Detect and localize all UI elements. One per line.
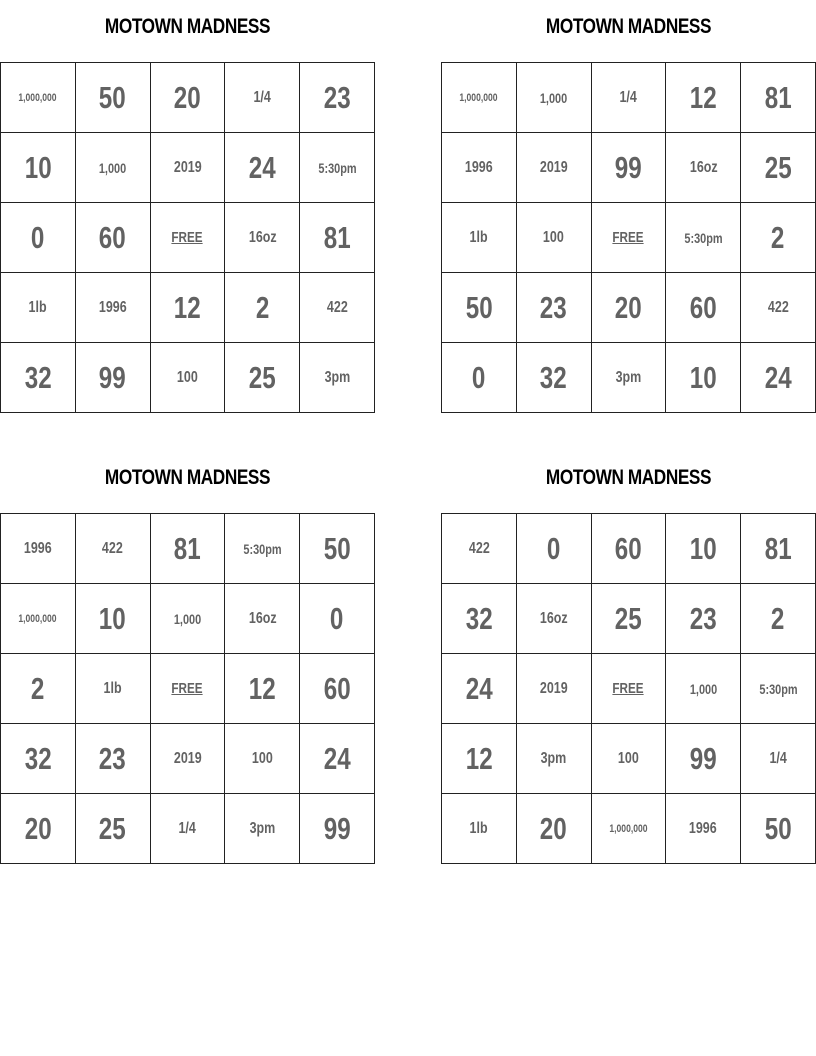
bingo-cell-value: 422	[767, 298, 789, 316]
bingo-cell-value: FREE	[171, 680, 204, 697]
bingo-cell-value: 20	[540, 810, 568, 846]
bingo-cell	[666, 133, 741, 203]
bingo-cell-value: 20	[174, 79, 201, 115]
bingo-cell	[442, 794, 517, 864]
bingo-cell	[517, 203, 592, 273]
bingo-cell-value: 2	[771, 600, 785, 636]
bingo-cell	[592, 133, 667, 203]
bingo-cell	[666, 514, 741, 584]
bingo-cell	[741, 203, 816, 273]
bingo-cell-value: 2	[31, 670, 45, 706]
bingo-cell	[517, 273, 592, 343]
bingo-cell-value: 2	[255, 289, 270, 325]
bingo-cell-value: 16oz	[248, 228, 277, 246]
bingo-cell-value: 10	[24, 149, 52, 185]
bingo-cell-value: 50	[465, 289, 493, 325]
bingo-cell	[1, 724, 76, 794]
bingo-cell	[151, 514, 226, 584]
bingo-cell	[151, 133, 226, 203]
bingo-cell-value: 81	[764, 79, 792, 115]
bingo-cell-value: 16oz	[248, 609, 277, 627]
bingo-cell	[225, 203, 300, 273]
bingo-cell-value: 5:30pm	[243, 540, 282, 557]
card-title: MOTOWN MADNESS	[545, 466, 712, 489]
bingo-cell-value: 3pm	[615, 368, 642, 386]
bingo-cell	[666, 343, 741, 413]
bingo-cell	[1, 584, 76, 654]
bingo-cell-value: 25	[764, 149, 792, 185]
bingo-cell	[741, 273, 816, 343]
bingo-cell	[442, 203, 517, 273]
bingo-cell	[225, 273, 300, 343]
bingo-cell	[592, 584, 667, 654]
bingo-cell	[151, 584, 226, 654]
bingo-cell	[1, 203, 76, 273]
bingo-cell	[517, 343, 592, 413]
bingo-cell-value: 2019	[539, 158, 568, 176]
bingo-cell	[442, 724, 517, 794]
bingo-cell-value: 32	[540, 359, 568, 395]
bingo-cell-value: 99	[615, 149, 642, 185]
bingo-cell-value: 99	[689, 740, 717, 776]
bingo-cell-value: 1/4	[769, 749, 787, 767]
bingo-cell	[1, 343, 76, 413]
bingo-cell-value: 32	[465, 600, 493, 636]
bingo-cell-value: 1,000,000	[18, 91, 57, 104]
bingo-cell-value: 1996	[24, 539, 52, 557]
bingo-cell-value: 50	[323, 530, 351, 566]
bingo-cell-value: 1996	[689, 819, 718, 837]
bingo-cell	[151, 794, 226, 864]
bingo-cell-value: 32	[24, 740, 52, 776]
bingo-cell	[517, 584, 592, 654]
bingo-cell-value: 1/4	[619, 88, 638, 106]
bingo-cell	[151, 724, 226, 794]
bingo-cell-value: 60	[323, 670, 351, 706]
card-title: MOTOWN MADNESS	[104, 466, 271, 489]
bingo-cell-value: 60	[99, 219, 127, 255]
bingo-cell	[151, 63, 226, 133]
bingo-cell-value: 1,000,000	[609, 822, 648, 835]
bingo-cell	[225, 794, 300, 864]
bingo-cell	[76, 343, 151, 413]
bingo-cell-value: 50	[764, 810, 792, 846]
bingo-cell-value: 25	[615, 600, 642, 636]
bingo-cell	[76, 584, 151, 654]
bingo-cell-value: 5:30pm	[758, 680, 798, 697]
bingo-cell-value: 1,000,000	[459, 91, 498, 104]
bingo-cell-value: 12	[174, 289, 201, 325]
bingo-cell-value: 1,000	[689, 680, 717, 697]
bingo-cell	[1, 133, 76, 203]
bingo-cell-value: 3pm	[324, 368, 350, 386]
bingo-cell	[300, 724, 375, 794]
bingo-cell	[517, 654, 592, 724]
bingo-cell	[76, 654, 151, 724]
bingo-cell	[76, 794, 151, 864]
bingo-cell	[517, 514, 592, 584]
bingo-cell	[592, 203, 667, 273]
bingo-grid	[0, 62, 375, 413]
bingo-cell	[592, 724, 667, 794]
bingo-cell	[1, 514, 76, 584]
bingo-cell-value: 2	[771, 219, 785, 255]
bingo-cell	[300, 654, 375, 724]
bingo-cell	[1, 63, 76, 133]
bingo-cell-value: 1/4	[178, 819, 197, 837]
bingo-cell	[442, 63, 517, 133]
bingo-cell	[76, 724, 151, 794]
bingo-cell	[300, 133, 375, 203]
bingo-cell-value: 2019	[173, 158, 202, 176]
bingo-cell	[442, 273, 517, 343]
bingo-cell	[741, 654, 816, 724]
bingo-cell-value: 16oz	[689, 158, 718, 176]
bingo-cell-value: 1,000,000	[18, 612, 57, 625]
bingo-cell-value: 422	[102, 539, 124, 557]
bingo-cell-value: 100	[177, 368, 198, 386]
bingo-cell-value: 16oz	[539, 609, 568, 627]
bingo-cell-value: 1lb	[469, 228, 488, 246]
bingo-grid	[441, 513, 816, 864]
bingo-cell	[666, 63, 741, 133]
bingo-cell-value: 100	[618, 749, 639, 767]
bingo-cell	[151, 273, 226, 343]
bingo-cell-value: 1,000	[540, 89, 568, 106]
bingo-cell-value: 12	[689, 79, 717, 115]
bingo-cell-value: 23	[323, 79, 351, 115]
bingo-cell	[225, 63, 300, 133]
bingo-cell	[225, 343, 300, 413]
bingo-cell-value: 0	[472, 359, 486, 395]
bingo-cell	[151, 654, 226, 724]
bingo-cell-value: 24	[764, 359, 792, 395]
bingo-cell-value: 24	[465, 670, 493, 706]
bingo-cell	[666, 654, 741, 724]
card-title: MOTOWN MADNESS	[104, 15, 271, 38]
bingo-cell	[666, 794, 741, 864]
bingo-cell-value: 100	[543, 228, 565, 246]
bingo-cell-value: 5:30pm	[317, 159, 357, 176]
bingo-cell-value: 12	[465, 740, 493, 776]
bingo-cell	[1, 273, 76, 343]
bingo-cell	[666, 273, 741, 343]
bingo-cell-value: 10	[99, 600, 127, 636]
bingo-cell	[666, 584, 741, 654]
bingo-cell-value: 10	[689, 530, 717, 566]
card-title: MOTOWN MADNESS	[545, 15, 712, 38]
bingo-cell	[442, 133, 517, 203]
bingo-cell	[76, 203, 151, 273]
bingo-cell-value: 60	[615, 530, 642, 566]
bingo-cell-value: FREE	[612, 229, 645, 246]
bingo-cell	[741, 724, 816, 794]
bingo-cell	[300, 343, 375, 413]
bingo-cell-value: 2019	[173, 749, 202, 767]
bingo-cell	[300, 584, 375, 654]
bingo-cell-value: 3pm	[540, 749, 567, 767]
bingo-cell	[300, 514, 375, 584]
bingo-cell	[592, 63, 667, 133]
bingo-cell	[76, 133, 151, 203]
bingo-cell-value: 12	[248, 670, 276, 706]
bingo-cell-value: 81	[323, 219, 351, 255]
bingo-cell-value: 2019	[539, 679, 568, 697]
bingo-cell-value: 1,000	[173, 610, 202, 627]
bingo-cell-value: 3pm	[249, 819, 276, 837]
bingo-cell-value: 100	[251, 749, 273, 767]
bingo-cell	[151, 203, 226, 273]
bingo-cell-value: FREE	[171, 229, 204, 246]
bingo-cell-value: 50	[99, 79, 127, 115]
bingo-cell	[517, 794, 592, 864]
bingo-cell	[592, 273, 667, 343]
bingo-cell-value: 23	[540, 289, 568, 325]
bingo-cell	[592, 343, 667, 413]
bingo-cell	[592, 514, 667, 584]
bingo-cell	[741, 514, 816, 584]
bingo-cell-value: 32	[24, 359, 52, 395]
bingo-cell	[225, 654, 300, 724]
bingo-cell	[442, 514, 517, 584]
bingo-cell	[517, 63, 592, 133]
bingo-cell	[592, 654, 667, 724]
bingo-cell	[300, 63, 375, 133]
bingo-cell-value: 24	[248, 149, 276, 185]
bingo-cell-value: 1lb	[469, 819, 488, 837]
bingo-cell-value: 0	[31, 219, 45, 255]
bingo-cell	[225, 514, 300, 584]
bingo-cell	[225, 584, 300, 654]
bingo-cell	[76, 63, 151, 133]
bingo-cell-value: 23	[99, 740, 127, 776]
bingo-cell-value: 20	[24, 810, 52, 846]
bingo-cell	[517, 133, 592, 203]
bingo-cell	[666, 724, 741, 794]
bingo-cell	[741, 794, 816, 864]
bingo-cell-value: 1lb	[103, 679, 122, 697]
bingo-cell	[592, 794, 667, 864]
bingo-cell	[1, 654, 76, 724]
bingo-cell-value: 23	[689, 600, 717, 636]
bingo-cell	[225, 724, 300, 794]
bingo-cell-value: 81	[764, 530, 792, 566]
bingo-cell-value: 422	[468, 539, 490, 557]
bingo-cell	[741, 63, 816, 133]
bingo-cell	[225, 133, 300, 203]
bingo-cell-value: 20	[615, 289, 642, 325]
bingo-cell	[442, 343, 517, 413]
bingo-cell	[151, 343, 226, 413]
bingo-cell-value: 99	[99, 359, 127, 395]
bingo-cell-value: 1996	[465, 158, 493, 176]
bingo-cell-value: 5:30pm	[684, 229, 723, 246]
bingo-cell-value: 25	[248, 359, 276, 395]
bingo-cell	[300, 203, 375, 273]
bingo-cell-value: 1lb	[28, 298, 47, 316]
bingo-cell-value: 24	[323, 740, 351, 776]
bingo-cell	[442, 584, 517, 654]
bingo-cell-value: 99	[323, 810, 351, 846]
bingo-cell	[1, 794, 76, 864]
bingo-cell	[442, 654, 517, 724]
bingo-cell	[76, 514, 151, 584]
bingo-cell-value: 25	[99, 810, 127, 846]
bingo-cell	[300, 794, 375, 864]
bingo-cell-value: 81	[174, 530, 201, 566]
bingo-cell	[300, 273, 375, 343]
bingo-cell-value: 0	[546, 530, 561, 566]
bingo-cell-value: 422	[326, 298, 348, 316]
bingo-cell-value: 1996	[98, 298, 127, 316]
bingo-cell-value: 10	[689, 359, 717, 395]
bingo-cell	[666, 203, 741, 273]
bingo-cell	[76, 273, 151, 343]
bingo-cell-value: 1,000	[99, 159, 127, 176]
bingo-cell	[517, 724, 592, 794]
bingo-cell-value: 0	[330, 600, 344, 636]
bingo-cell-value: FREE	[612, 680, 645, 697]
bingo-grid	[441, 62, 816, 413]
bingo-cell	[741, 584, 816, 654]
bingo-cell	[741, 133, 816, 203]
bingo-cell-value: 60	[689, 289, 717, 325]
bingo-cell	[741, 343, 816, 413]
bingo-grid	[0, 513, 375, 864]
bingo-cell-value: 1/4	[253, 88, 271, 106]
